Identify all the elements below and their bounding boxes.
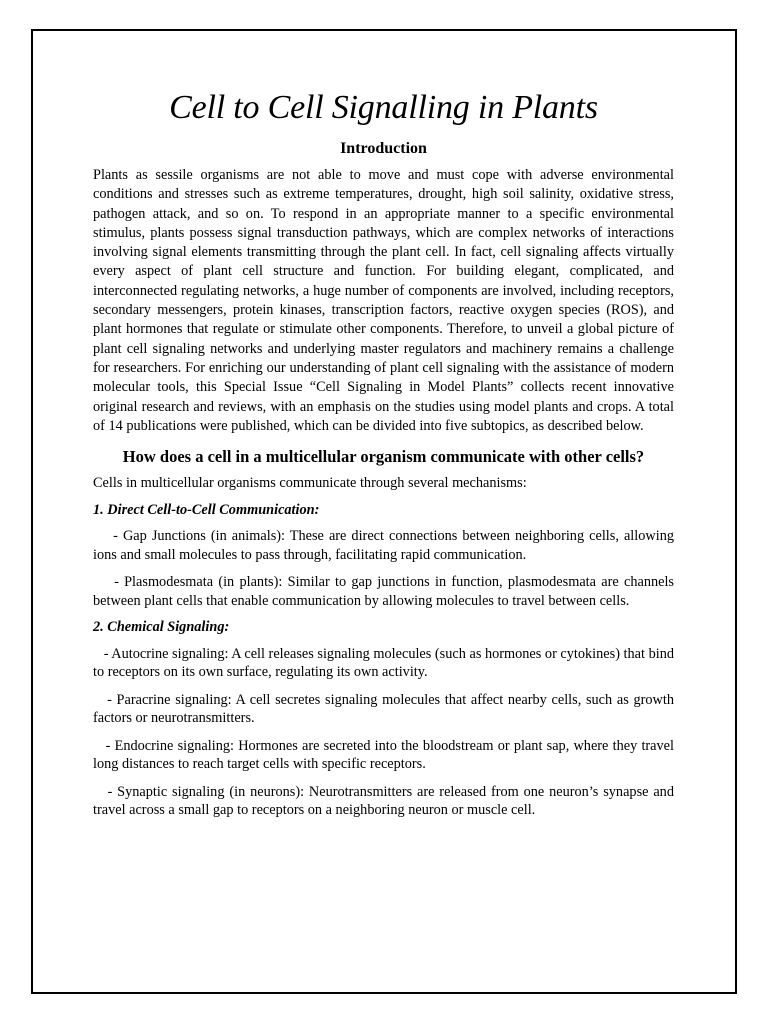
introduction-heading: Introduction (340, 140, 427, 157)
list-item-paracrine: - Paracrine signaling: A cell secretes signaling molecules that affect nearby cells, such as growth factors or neurotransmitters. (93, 691, 678, 727)
direct-communication-heading: 1. Direct Cell-to-Cell Communication: (93, 501, 320, 518)
document-title: Cell to Cell Signalling in Plants (169, 89, 598, 126)
chemical-signaling-heading: 2. Chemical Signaling: (93, 619, 230, 636)
list-item-synaptic: - Synaptic signaling (in neurons): Neurotransmitters are released from one neuron’s synapse and travel across a small gap to receptors on a neighboring neuron or muscle cell. (93, 783, 678, 819)
list-item-plasmodesmata: - Plasmodesmata (in plants): Similar to gap junctions in function, plasmodesmata are channels between plant cells that enable communication by allowing molecules to travel between cells. (93, 574, 678, 609)
list-item-gap-junctions: - Gap Junctions (in animals): These are direct connections between neighboring cells, allowing ions and small molecules to pass through, facilitating rapid communication. (93, 528, 678, 563)
introduction-paragraph: Plants as sessile organisms are not able to move and must cope with adverse environmental conditions and stresses such as extreme temperatures, drought, high soil salinity, oxidative stress, pathogen attack, and so on. To respond in an appropriate manner to a specific environmental stimulus, plants possess signal transduction pathways, which are complex networks of interactions involving signal elements transmitting through the plant cell. In fact, cell signaling affects virtually every aspect of plant cell structure and function. For building elegant, complicated, and interconnected regulating networks, a huge number of components are involved, including receptors, secondary messengers, protein kinases, transcription factors, reactive oxygen species (ROS), and plant hormones that regulate or stimulate other components. Therefore, to unveil a global picture of plant cell signaling networks and underlying master regulators and machinery remains a challenge for researchers. For enriching our understanding of plant cell signaling with the assistance of modern molecular tools, this Special Issue “Cell Signaling in Model Plants” collects recent innovative original research and reviews, with an emphasis on the studies using model plants and crops. A total of 14 publications were published, which can be divided into five subtopics, as described below. (93, 167, 674, 434)
section-heading: How does a cell in a multicellular organism communicate with other cells? (122, 447, 645, 467)
list-item-autocrine: - Autocrine signaling: A cell releases signaling molecules (such as hormones or cytokines) that bind to receptors on its own surface, regulating its own activity. (93, 645, 678, 681)
document-body (93, 86, 678, 820)
list-item-endocrine: - Endocrine signaling: Hormones are secreted into the bloodstream or plant sap, where they travel long distances to reach target cells with specific receptors. (93, 737, 678, 773)
section-intro-paragraph: Cells in multicellular organisms communicate through several mechanisms: (93, 475, 527, 492)
